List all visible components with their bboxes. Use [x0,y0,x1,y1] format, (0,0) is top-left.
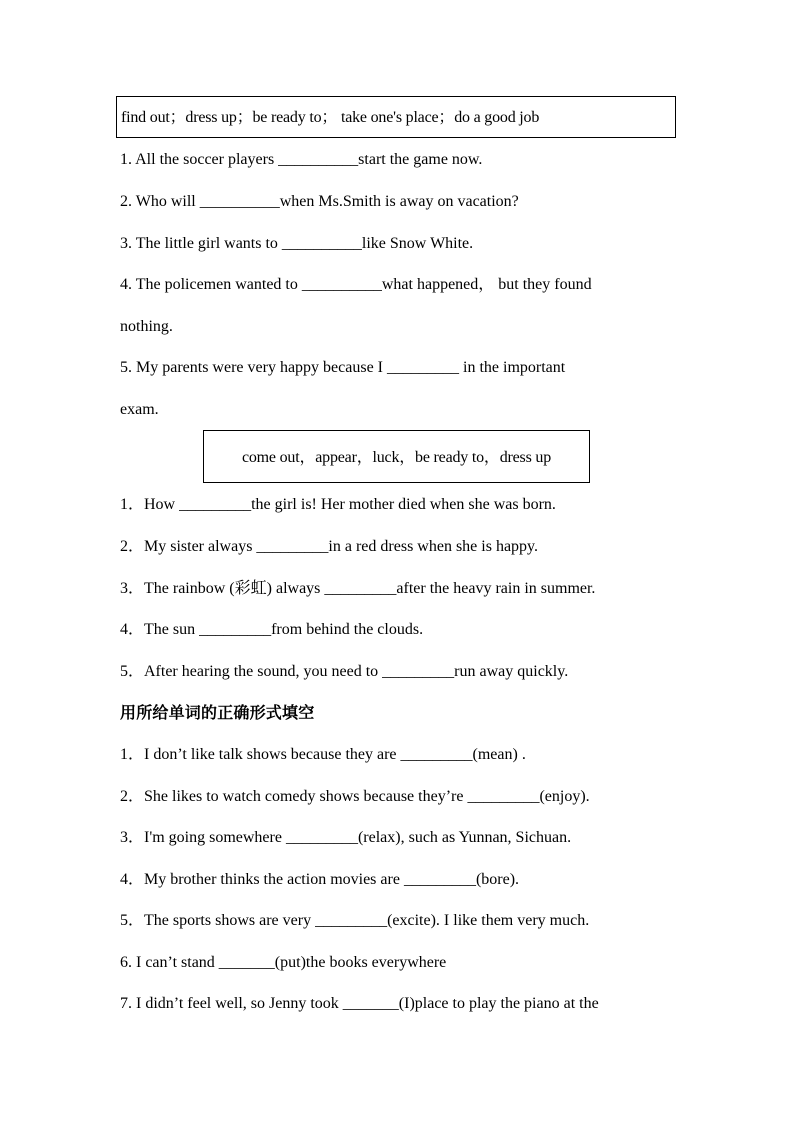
s2-item-1: 1．How _________the girl is! Her mother died when she was born. [120,496,556,513]
phrase-box-1 [116,96,676,138]
s3-item-7: 7. I didn’t feel well, so Jenny took _______(I)place to play the piano at the [120,995,599,1012]
s3-item-6: 6. I can’t stand _______(put)the books everywhere [120,954,447,971]
s3-item-3: 3．I'm going somewhere _________(relax), such as Yunnan, Sichuan. [120,829,572,846]
phrase-box-1-text: find out；dress up；be ready to； take one's place；do a good job [121,109,540,126]
s1-item-3: 3. The little girl wants to __________like Snow White. [120,235,474,252]
s1-item-4-cont: nothing. [120,318,173,335]
phrase-box-2 [203,430,590,483]
s2-item-3: 3．The rainbow (彩虹) always _________after the heavy rain in summer. [120,580,596,597]
s1-item-2: 2. Who will __________when Ms.Smith is away on vacation? [120,193,519,210]
s2-item-5: 5．After hearing the sound, you need to _________run away quickly. [120,663,569,680]
s1-item-5: 5. My parents were very happy because I _________ in the important [120,359,566,376]
section3-heading: 用所给单词的正确形式填空 [120,703,315,722]
s1-item-1: 1. All the soccer players __________start the game now. [120,151,483,168]
s1-item-4: 4. The policemen wanted to __________what happened， but they found [120,276,592,293]
s1-item-5-cont: exam. [120,401,159,418]
s3-item-4: 4．My brother thinks the action movies are _________(bore). [120,871,520,888]
s2-item-4: 4．The sun _________from behind the clouds. [120,621,424,638]
s2-item-2: 2．My sister always _________in a red dress when she is happy. [120,538,539,555]
s3-item-2: 2．She likes to watch comedy shows because they’re _________(enjoy). [120,788,590,805]
s3-item-5: 5．The sports shows are very _________(excite). I like them very much. [120,912,590,929]
phrase-box-2-text: come out，appear，luck，be ready to，dress up [241,449,552,466]
s3-item-1: 1．I don’t like talk shows because they are _________(mean) . [120,746,526,763]
